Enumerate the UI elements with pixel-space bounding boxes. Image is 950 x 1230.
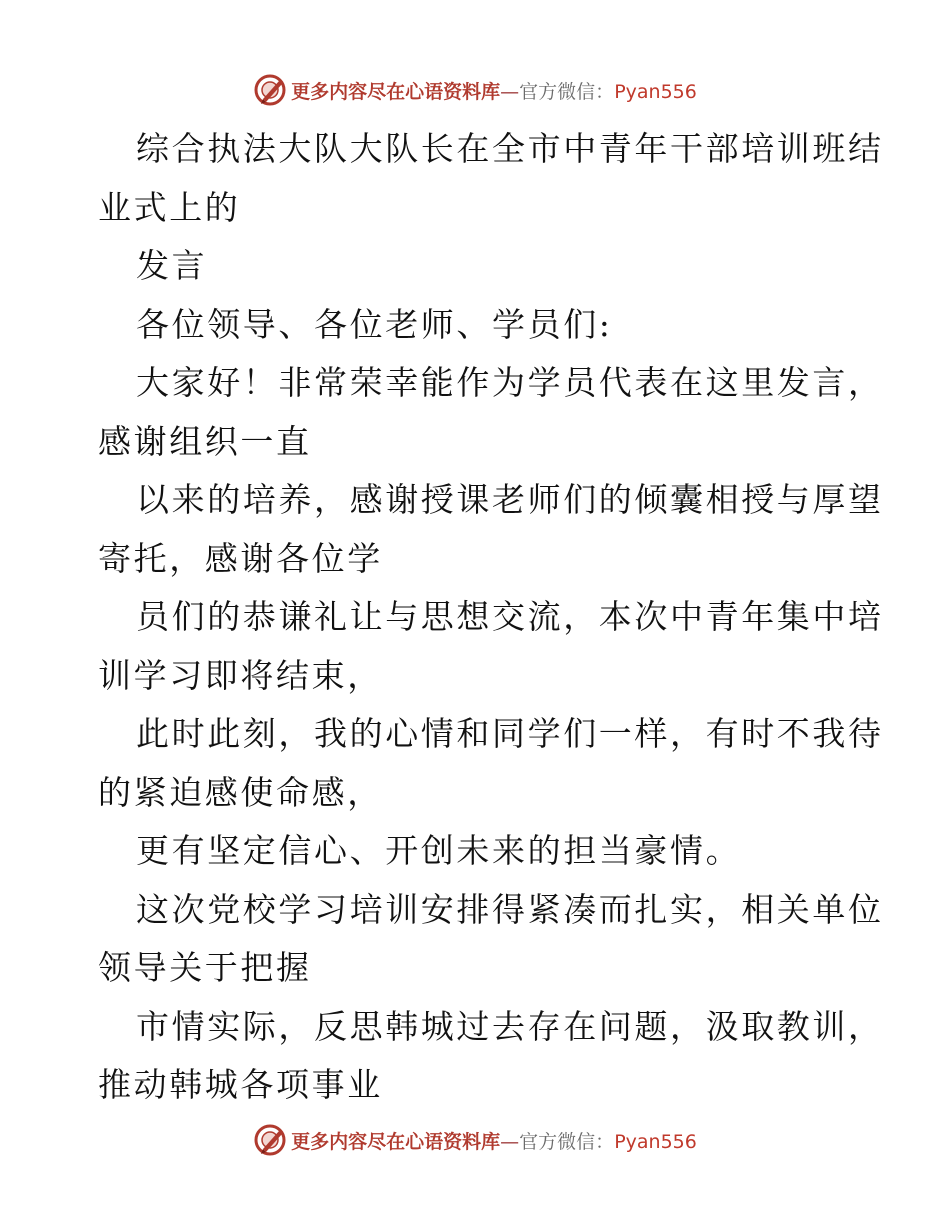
- paragraph-line: 市情实际，反思韩城过去存在问题，汲取教训，: [136, 1006, 884, 1046]
- pen-circle-logo-icon: [253, 73, 287, 107]
- watermark-wechat-label: 官方微信：: [519, 80, 615, 103]
- watermark-text: [291, 77, 697, 104]
- paragraph-line: 各位领导、各位老师、学员们:: [136, 304, 613, 344]
- footer-watermark-banner: [0, 1120, 950, 1160]
- watermark-separator: —: [500, 1130, 520, 1153]
- header-watermark-banner: [0, 70, 950, 110]
- paragraph-line: 以来的培养，感谢授课老师们的倾囊相授与厚望: [136, 480, 884, 519]
- paragraph-line: 此时此刻，我的心情和同学们一样，有时不我待: [136, 714, 884, 753]
- paragraph-line-continued: 寄托，感谢各位学: [98, 538, 383, 578]
- doc-paragraph: [98, 822, 858, 881]
- watermark-separator: —: [500, 80, 520, 103]
- doc-paragraph: [98, 296, 858, 355]
- watermark-wechat-handle: Pyan556: [614, 1130, 697, 1153]
- paragraph-line: 发言: [136, 246, 208, 285]
- paragraph-line-continued: 推动韩城各项事业: [98, 1065, 383, 1104]
- watermark-wechat-handle: Pyan556: [614, 80, 697, 103]
- paragraph-line: 这次党校学习培训安排得紧凑而扎实，相关单位: [136, 889, 884, 929]
- paragraph-line-continued: 训学习即将结束，: [98, 655, 383, 695]
- pen-circle-logo-icon: [253, 1123, 287, 1157]
- doc-paragraph: [98, 354, 884, 471]
- watermark-text: [291, 1127, 697, 1154]
- watermark-site-name: 更多内容尽在心语资料库: [291, 80, 501, 103]
- paragraph-line: 员们的恭谦礼让与思想交流，本次中青年集中培: [136, 597, 884, 636]
- doc-paragraph: [98, 998, 884, 1115]
- paragraph-line-continued: 的紧迫感使命感，: [98, 772, 383, 812]
- watermark-site-name: 更多内容尽在心语资料库: [291, 1130, 501, 1153]
- doc-paragraph: [98, 120, 884, 237]
- doc-paragraph: [98, 237, 858, 296]
- paragraph-line-continued: 业式上的: [98, 187, 241, 227]
- paragraph-line-continued: 领导关于把握: [98, 948, 312, 987]
- paragraph-line-continued: 感谢组织一直: [98, 421, 312, 461]
- paragraph-line: 更有坚定信心、开创未来的担当豪情。: [136, 831, 742, 870]
- doc-paragraph: [98, 881, 884, 998]
- doc-paragraph: [98, 705, 884, 822]
- doc-paragraph: [98, 471, 884, 588]
- paragraph-line: 综合执法大队大队长在全市中青年干部培训班结: [136, 129, 884, 168]
- paragraph-line: 大家好！非常荣幸能作为学员代表在这里发言，: [136, 363, 884, 402]
- doc-paragraph: [98, 588, 884, 705]
- watermark-wechat-label: 官方微信：: [519, 1130, 615, 1153]
- document-body: [98, 120, 884, 1115]
